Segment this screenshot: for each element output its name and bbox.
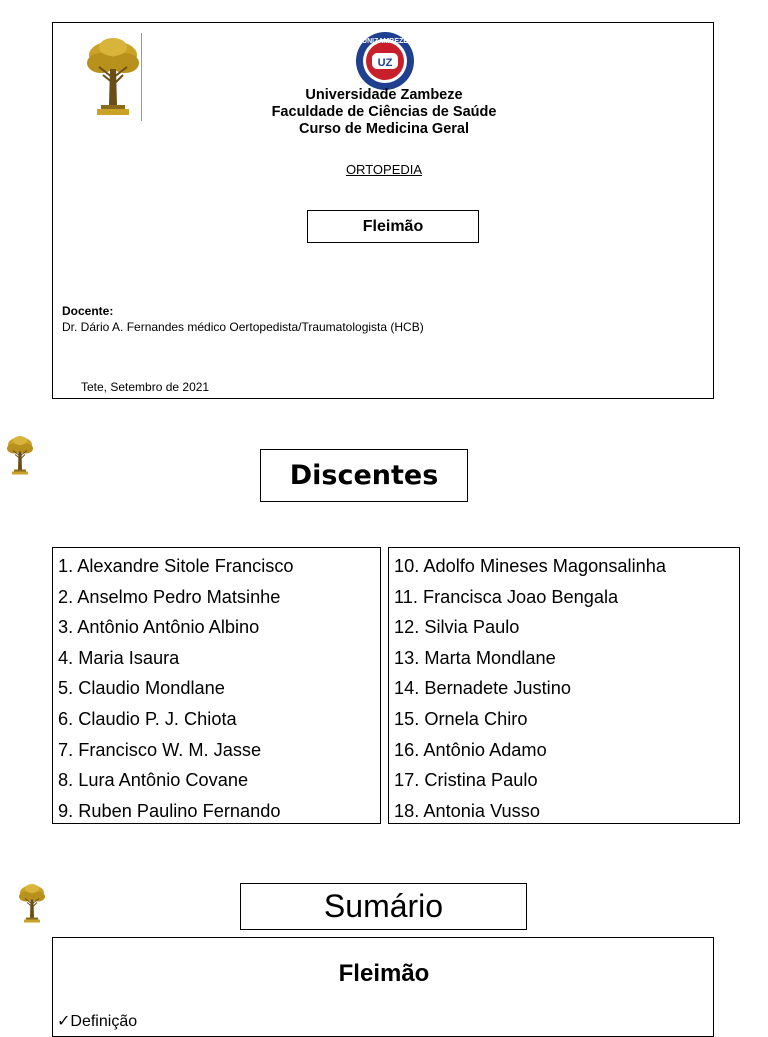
student-list-item: 4. Maria Isaura <box>58 647 180 668</box>
place-date: Tete, Setembro de 2021 <box>81 380 210 394</box>
student-list-item: 8. Lura Antônio Covane <box>58 770 249 791</box>
sumario-title: Fleimão <box>338 960 430 987</box>
students-list-right <box>388 547 740 824</box>
course-name: Curso de Medicina Geral <box>298 121 470 137</box>
tree-logo-icon <box>16 880 48 928</box>
cover-slide <box>52 22 714 399</box>
student-list-item: 10. Adolfo Mineses Magonsalinha <box>394 556 666 576</box>
sumario-heading: Sumário <box>240 883 527 930</box>
student-list-item: 17. Cristina Paulo <box>394 770 538 791</box>
discipline-name: ORTOPEDIA <box>345 162 423 177</box>
university-name: Universidade Zambeze <box>305 87 463 103</box>
student-list-item: 9. Ruben Paulino Fernando <box>58 800 281 821</box>
sumario-item: ✓Definição <box>57 1013 138 1030</box>
student-list-item: 2. Anselmo Pedro Matsinhe <box>58 586 281 607</box>
student-list-item: 5. Claudio Mondlane <box>58 678 225 699</box>
docente-label: Docente: <box>62 304 114 318</box>
student-list-item: 1. Alexandre Sitole Francisco <box>58 556 294 576</box>
student-list-item: 15. Ornela Chiro <box>394 708 528 729</box>
docente-name: Dr. Dário A. Fernandes médico Oertopedista/Traumatologista (HCB) <box>62 320 424 334</box>
student-list-item: 14. Bernadete Justino <box>394 678 571 699</box>
university-seal-icon <box>343 31 427 95</box>
tree-logo-icon <box>4 432 36 480</box>
cover-title: Fleimão <box>307 210 479 243</box>
seal-monogram: UZ <box>377 57 393 69</box>
student-list-item: 16. Antônio Adamo <box>394 739 547 760</box>
discentes-heading: Discentes <box>260 449 468 502</box>
faculty-name: Faculdade de Ciências de Saúde <box>271 104 497 120</box>
sumario-slide <box>52 937 714 1037</box>
student-list-item: 11. Francisca Joao Bengala <box>394 586 619 607</box>
students-list-left <box>52 547 381 824</box>
student-list-item: 12. Silvia Paulo <box>394 617 520 638</box>
student-list-item: 13. Marta Mondlane <box>394 647 556 668</box>
institution-block <box>53 87 715 138</box>
student-list-item: 7. Francisco W. M. Jasse <box>58 739 262 760</box>
seal-text: UNIZAMBEZE <box>362 38 408 45</box>
student-list-item: 3. Antônio Antônio Albino <box>58 617 260 638</box>
student-list-item: 18. Antonia Vusso <box>394 800 540 821</box>
student-list-item: 6. Claudio P. J. Chiota <box>58 708 237 729</box>
